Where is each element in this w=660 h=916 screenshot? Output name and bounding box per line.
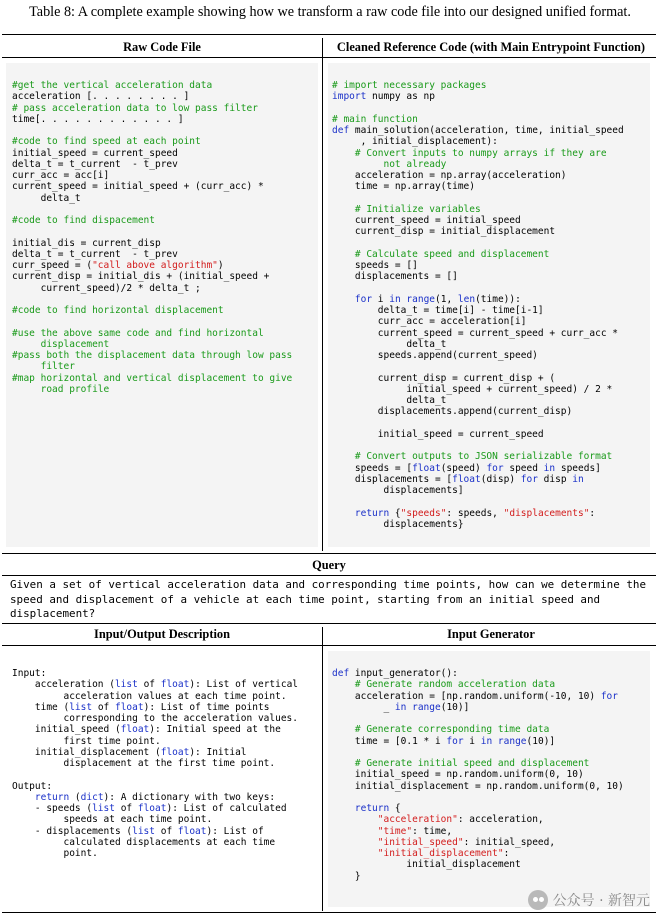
code-token: initial_displacement bbox=[332, 859, 521, 871]
code-token: float bbox=[137, 803, 167, 814]
io-header-rule bbox=[2, 645, 656, 646]
code-token: curr_acc = acceleration[i] bbox=[332, 316, 527, 328]
code-token: : bbox=[503, 848, 510, 859]
query-rule-top bbox=[2, 553, 656, 554]
code-token: # import necessary packages bbox=[332, 80, 487, 91]
header-cleaned-code: Cleaned Reference Code (with Main Entrypoint Function) bbox=[336, 40, 646, 54]
code-line bbox=[332, 226, 624, 237]
code-token: - displacements ( bbox=[12, 825, 133, 837]
wechat-icon bbox=[528, 890, 548, 910]
code-line bbox=[332, 294, 624, 305]
code-token: acceleration = [np.random.uniform(-10, 10) bbox=[332, 690, 601, 702]
code-token: delta_t bbox=[332, 395, 447, 406]
code-token: # Generate corresponding time data bbox=[332, 724, 550, 736]
code-line bbox=[12, 373, 292, 384]
code-line bbox=[332, 792, 624, 803]
code-token: for bbox=[332, 293, 373, 305]
code-token: "call above algorithm" bbox=[92, 260, 218, 271]
header-rule bbox=[2, 57, 656, 58]
code-line bbox=[12, 803, 298, 814]
code-token: (1, bbox=[435, 293, 458, 305]
code-line bbox=[12, 136, 292, 147]
code-token: initial_speed = current_speed bbox=[332, 428, 544, 440]
code-token: acceleration ( bbox=[12, 679, 115, 691]
code-line bbox=[332, 508, 624, 519]
code-token: disp bbox=[537, 473, 573, 485]
bottom-rule bbox=[2, 912, 656, 913]
code-token: , initial_displacement): bbox=[332, 136, 498, 148]
code-line bbox=[12, 125, 292, 136]
code-line bbox=[12, 226, 292, 237]
code-token: main_solution(acceleration, time, initial_speed bbox=[349, 125, 624, 136]
code-token: speeds = [ bbox=[332, 462, 413, 474]
code-token: current_disp = initial_displacement bbox=[332, 226, 556, 238]
code-line bbox=[332, 747, 624, 758]
code-token: i bbox=[372, 293, 390, 305]
code-token: - speeds ( bbox=[12, 803, 93, 814]
code-token: delta_t bbox=[332, 338, 447, 350]
header-query: Query bbox=[312, 558, 346, 572]
code-line bbox=[12, 361, 292, 372]
code-token: for bbox=[486, 462, 504, 474]
code-token: speeds] bbox=[555, 462, 601, 474]
code-line bbox=[332, 406, 624, 417]
code-line bbox=[12, 238, 292, 249]
code-token: "initial_speed" bbox=[332, 836, 464, 848]
code-token: displacement at the first time point. bbox=[12, 758, 276, 769]
code-line bbox=[332, 361, 624, 372]
code-token: ): List of calculated bbox=[166, 803, 287, 814]
io-description-block bbox=[12, 668, 298, 859]
code-token: for bbox=[520, 473, 538, 485]
code-line bbox=[332, 148, 624, 159]
code-line bbox=[12, 316, 292, 327]
code-line bbox=[12, 249, 292, 260]
code-token: : speeds, bbox=[446, 507, 504, 519]
code-token: { bbox=[389, 507, 401, 519]
code-line bbox=[332, 679, 624, 690]
code-line bbox=[12, 747, 298, 758]
code-line bbox=[12, 826, 298, 837]
code-token: time = [0.1 * i bbox=[332, 735, 447, 747]
query-rule-mid bbox=[2, 575, 656, 576]
code-token: float bbox=[412, 462, 441, 474]
code-line bbox=[332, 803, 624, 814]
code-line bbox=[12, 724, 298, 735]
code-token: # Calculate speed and displacement bbox=[332, 248, 550, 260]
code-token: in bbox=[394, 701, 407, 713]
code-token: speed bbox=[503, 462, 544, 474]
code-token: speeds.append(current_speed) bbox=[332, 350, 538, 361]
code-token: "speeds" bbox=[400, 507, 447, 519]
code-token: filter bbox=[12, 361, 75, 373]
code-token: curr_speed = ( bbox=[12, 260, 93, 271]
code-token: { bbox=[389, 803, 401, 814]
code-token: current_speed)/2 * delta_t ; bbox=[12, 282, 201, 294]
code-token: ): List of bbox=[206, 825, 264, 837]
raw-code-block bbox=[12, 80, 292, 395]
code-token: "displacements" bbox=[503, 507, 590, 519]
code-token: : acceleration, bbox=[457, 814, 544, 826]
generator-code-block bbox=[332, 668, 624, 882]
code-line bbox=[332, 474, 624, 485]
code-token: in bbox=[480, 735, 493, 747]
code-token: : initial_speed, bbox=[463, 836, 556, 848]
code-line bbox=[332, 80, 624, 91]
code-line bbox=[332, 271, 624, 282]
code-line bbox=[12, 271, 292, 282]
code-token: first time point. bbox=[12, 735, 161, 747]
code-token: dict bbox=[80, 791, 104, 803]
table-caption: Table 8: A complete example showing how we transform a raw code file into our designed unified format. bbox=[29, 4, 631, 20]
code-token: in bbox=[389, 293, 401, 305]
code-token: ): Initial speed at the bbox=[149, 724, 281, 736]
code-line bbox=[12, 837, 298, 848]
code-line bbox=[12, 691, 298, 702]
code-token: def bbox=[332, 125, 350, 136]
code-line bbox=[332, 283, 624, 294]
code-line bbox=[12, 294, 292, 305]
code-line bbox=[332, 691, 624, 702]
code-line bbox=[332, 668, 624, 679]
code-line bbox=[332, 859, 624, 870]
code-line bbox=[332, 238, 624, 249]
code-token: calculated displacements at each time bbox=[12, 836, 276, 848]
column-divider-top bbox=[322, 38, 323, 551]
code-line bbox=[12, 181, 292, 192]
code-token: not already bbox=[332, 158, 447, 170]
code-token: #code to find horizontal displacement bbox=[12, 305, 224, 316]
code-token: # Generate initial speed and displacement bbox=[332, 758, 590, 769]
code-line bbox=[12, 736, 298, 747]
code-line bbox=[12, 283, 292, 294]
code-line bbox=[332, 736, 624, 747]
code-line bbox=[12, 204, 292, 215]
code-line bbox=[332, 781, 624, 792]
code-token: import bbox=[332, 91, 367, 103]
code-line bbox=[12, 114, 292, 125]
code-token: displacements} bbox=[332, 518, 464, 530]
code-token: in bbox=[543, 462, 556, 474]
code-token: list bbox=[132, 825, 155, 837]
code-line bbox=[12, 350, 292, 361]
code-token: (disp) bbox=[480, 473, 521, 485]
code-line bbox=[332, 328, 624, 339]
code-token: numpy as np bbox=[366, 91, 435, 103]
code-token: delta_t bbox=[12, 192, 81, 204]
code-line bbox=[12, 215, 292, 226]
top-rule bbox=[2, 34, 656, 35]
code-line bbox=[12, 339, 292, 350]
code-line bbox=[332, 159, 624, 170]
code-token: delta_t = t_current - t_prev bbox=[12, 248, 178, 260]
code-line bbox=[332, 440, 624, 451]
code-line bbox=[12, 328, 292, 339]
header-raw-code: Raw Code File bbox=[123, 40, 201, 54]
code-line bbox=[332, 463, 624, 474]
code-line bbox=[332, 316, 624, 327]
code-line bbox=[12, 103, 292, 114]
cleaned-code-block bbox=[332, 80, 624, 530]
code-token: float bbox=[114, 701, 144, 713]
code-token: displacement bbox=[12, 338, 110, 350]
code-token: #use the above same code and find horizontal bbox=[12, 327, 264, 339]
code-line bbox=[332, 496, 624, 507]
code-line bbox=[332, 758, 624, 769]
code-token: (10)] bbox=[440, 701, 470, 713]
code-line bbox=[12, 792, 298, 803]
code-token: #code to find speed at each point bbox=[12, 136, 201, 148]
code-line bbox=[332, 848, 624, 859]
code-token: # main function bbox=[332, 113, 418, 125]
code-token: # Convert outputs to JSON serializable format bbox=[332, 451, 613, 463]
code-token: #get the vertical acceleration data bbox=[12, 80, 213, 91]
code-line bbox=[12, 91, 292, 102]
code-token: acceleration [. . . . . . . . ] bbox=[12, 91, 190, 103]
code-token: of bbox=[114, 803, 138, 814]
code-line bbox=[332, 181, 624, 192]
code-line bbox=[332, 339, 624, 350]
code-line bbox=[332, 350, 624, 361]
code-token: range bbox=[406, 293, 436, 305]
code-token: acceleration = np.array(acceleration) bbox=[332, 170, 567, 181]
code-token: ): A dictionary with two keys: bbox=[103, 791, 276, 803]
code-token: corresponding to the acceleration values. bbox=[12, 713, 298, 724]
code-token: Output: bbox=[12, 780, 53, 792]
code-token: #map horizontal and vertical displacement to give bbox=[12, 372, 293, 384]
code-line bbox=[332, 485, 624, 496]
code-line bbox=[332, 429, 624, 440]
column-divider-bottom bbox=[322, 627, 323, 911]
code-token: displacements = [] bbox=[332, 271, 458, 283]
query-text: Given a set of vertical acceleration data and corresponding time points, how can we determine the speed and displacement of a vehicle at each time point, starting from an initial speed and displacement? bbox=[10, 578, 647, 620]
code-token: (10)] bbox=[526, 735, 556, 747]
code-line bbox=[332, 519, 624, 530]
code-token: return bbox=[332, 507, 390, 519]
code-token: initial_speed = current_speed bbox=[12, 147, 178, 159]
code-token: } bbox=[332, 870, 361, 882]
code-token: # pass acceleration data to low pass filter bbox=[12, 102, 258, 114]
code-token: float bbox=[160, 746, 190, 758]
code-token: of bbox=[137, 679, 161, 691]
code-line bbox=[12, 679, 298, 690]
code-token: point. bbox=[12, 848, 98, 859]
code-line bbox=[332, 826, 624, 837]
code-token: current_speed = initial_speed + (curr_acc) * bbox=[12, 181, 264, 193]
code-line bbox=[12, 305, 292, 316]
code-token: for bbox=[600, 690, 618, 702]
code-token: range bbox=[497, 735, 527, 747]
code-token: #code to find dispacement bbox=[12, 215, 155, 226]
io-rule-top bbox=[2, 623, 656, 624]
code-line bbox=[332, 170, 624, 181]
code-line bbox=[332, 871, 624, 882]
code-token: Input: bbox=[12, 668, 47, 679]
code-token: range bbox=[412, 701, 441, 713]
code-token: ) bbox=[217, 260, 224, 271]
code-token: # Generate random acceleration data bbox=[332, 679, 556, 691]
code-token: speeds = [] bbox=[332, 260, 418, 271]
code-line bbox=[12, 781, 298, 792]
code-token: curr_acc = acc[i] bbox=[12, 170, 110, 181]
watermark-text: 公众号 · 新智元 bbox=[552, 893, 650, 909]
code-token: return bbox=[12, 791, 70, 803]
code-line bbox=[332, 451, 624, 462]
code-token: "initial_displacement" bbox=[332, 848, 504, 859]
code-token: delta_t = t_current - t_prev bbox=[12, 158, 178, 170]
code-token: float bbox=[177, 825, 207, 837]
code-token: return bbox=[332, 803, 390, 814]
code-line bbox=[332, 305, 624, 316]
code-token: in bbox=[572, 473, 584, 485]
code-token: "time" bbox=[332, 825, 413, 837]
code-line bbox=[332, 702, 624, 713]
code-line bbox=[332, 395, 624, 406]
code-line bbox=[12, 814, 298, 825]
code-token: "acceleration" bbox=[332, 814, 458, 826]
code-token: # Initialize variables bbox=[332, 203, 481, 215]
code-token: def bbox=[332, 668, 350, 679]
code-token: time ( bbox=[12, 701, 70, 713]
code-line bbox=[12, 758, 298, 769]
code-line bbox=[12, 80, 292, 91]
code-token: list bbox=[114, 679, 138, 691]
code-line bbox=[12, 384, 292, 395]
code-line bbox=[12, 769, 298, 780]
code-line bbox=[332, 114, 624, 125]
code-line bbox=[332, 136, 624, 147]
code-line bbox=[332, 125, 624, 136]
header-input-generator: Input Generator bbox=[447, 627, 535, 641]
code-token: acceleration values at each time point. bbox=[12, 690, 287, 702]
code-token: float bbox=[120, 724, 150, 736]
code-line bbox=[12, 193, 292, 204]
code-token: time[. . . . . . . . . . . . ] bbox=[12, 113, 184, 125]
code-token: float bbox=[160, 679, 190, 691]
code-token: initial_speed + current_speed) / 2 * bbox=[332, 383, 613, 395]
code-token: initial_dis = current_disp bbox=[12, 237, 161, 249]
code-line bbox=[332, 724, 624, 735]
code-token: # Convert inputs to numpy arrays if they are bbox=[332, 147, 607, 159]
code-line bbox=[332, 215, 624, 226]
code-token: (speed) bbox=[440, 462, 487, 474]
code-token: float bbox=[452, 473, 481, 485]
code-token: initial_speed ( bbox=[12, 724, 121, 736]
code-token: ): Initial bbox=[189, 746, 247, 758]
code-token: delta_t = time[i] - time[i-1] bbox=[332, 305, 544, 316]
code-line bbox=[332, 204, 624, 215]
code-token: i bbox=[463, 735, 481, 747]
code-token: displacements = [ bbox=[332, 473, 453, 485]
code-line bbox=[332, 418, 624, 429]
code-token: initial_speed = np.random.uniform(0, 10) bbox=[332, 769, 584, 781]
code-token: current_speed = current_speed + curr_acc * bbox=[332, 327, 618, 339]
code-token: initial_displacement = np.random.uniform(0, 10) bbox=[332, 780, 624, 792]
code-line bbox=[12, 170, 292, 181]
code-token: len bbox=[457, 293, 476, 305]
code-line bbox=[332, 260, 624, 271]
code-token: ): List of vertical bbox=[189, 679, 299, 691]
code-line bbox=[332, 193, 624, 204]
code-line bbox=[332, 713, 624, 724]
code-line bbox=[332, 814, 624, 825]
code-token: for bbox=[446, 735, 464, 747]
code-token: current_disp = current_disp + ( bbox=[332, 372, 556, 384]
code-token: : bbox=[589, 507, 596, 519]
code-token: current_disp = initial_dis + (initial_speed + bbox=[12, 271, 270, 283]
code-token: road profile bbox=[12, 383, 110, 395]
header-io-description: Input/Output Description bbox=[94, 627, 230, 641]
code-token: list bbox=[92, 803, 115, 814]
code-line bbox=[332, 837, 624, 848]
code-token: #pass both the displacement data through low pass bbox=[12, 350, 293, 361]
watermark bbox=[528, 890, 650, 910]
code-token: ): List of time points bbox=[143, 701, 270, 713]
code-line bbox=[12, 159, 292, 170]
code-token: displacements.append(current_disp) bbox=[332, 406, 573, 418]
code-token: speeds at each time point. bbox=[12, 814, 213, 826]
code-token: : time, bbox=[412, 825, 453, 837]
code-token: ( bbox=[69, 791, 81, 803]
code-token: _ bbox=[332, 701, 395, 713]
code-line bbox=[332, 91, 624, 102]
code-token: list bbox=[69, 701, 93, 713]
code-line bbox=[332, 384, 624, 395]
code-token: time = np.array(time) bbox=[332, 181, 475, 193]
code-token: of bbox=[92, 701, 115, 713]
code-token: current_speed = initial_speed bbox=[332, 215, 521, 226]
code-line bbox=[12, 148, 292, 159]
code-line bbox=[12, 260, 292, 271]
code-line bbox=[12, 848, 298, 859]
code-token: of bbox=[155, 825, 178, 837]
code-line bbox=[332, 373, 624, 384]
code-line bbox=[332, 103, 624, 114]
code-line bbox=[12, 713, 298, 724]
code-token: displacements] bbox=[332, 485, 464, 496]
code-token: input_generator(): bbox=[349, 668, 458, 679]
code-line bbox=[332, 769, 624, 780]
code-line bbox=[332, 249, 624, 260]
code-line bbox=[12, 702, 298, 713]
code-token: initial_displacement ( bbox=[12, 746, 161, 758]
code-token: (time)): bbox=[475, 293, 521, 305]
code-line bbox=[12, 668, 298, 679]
